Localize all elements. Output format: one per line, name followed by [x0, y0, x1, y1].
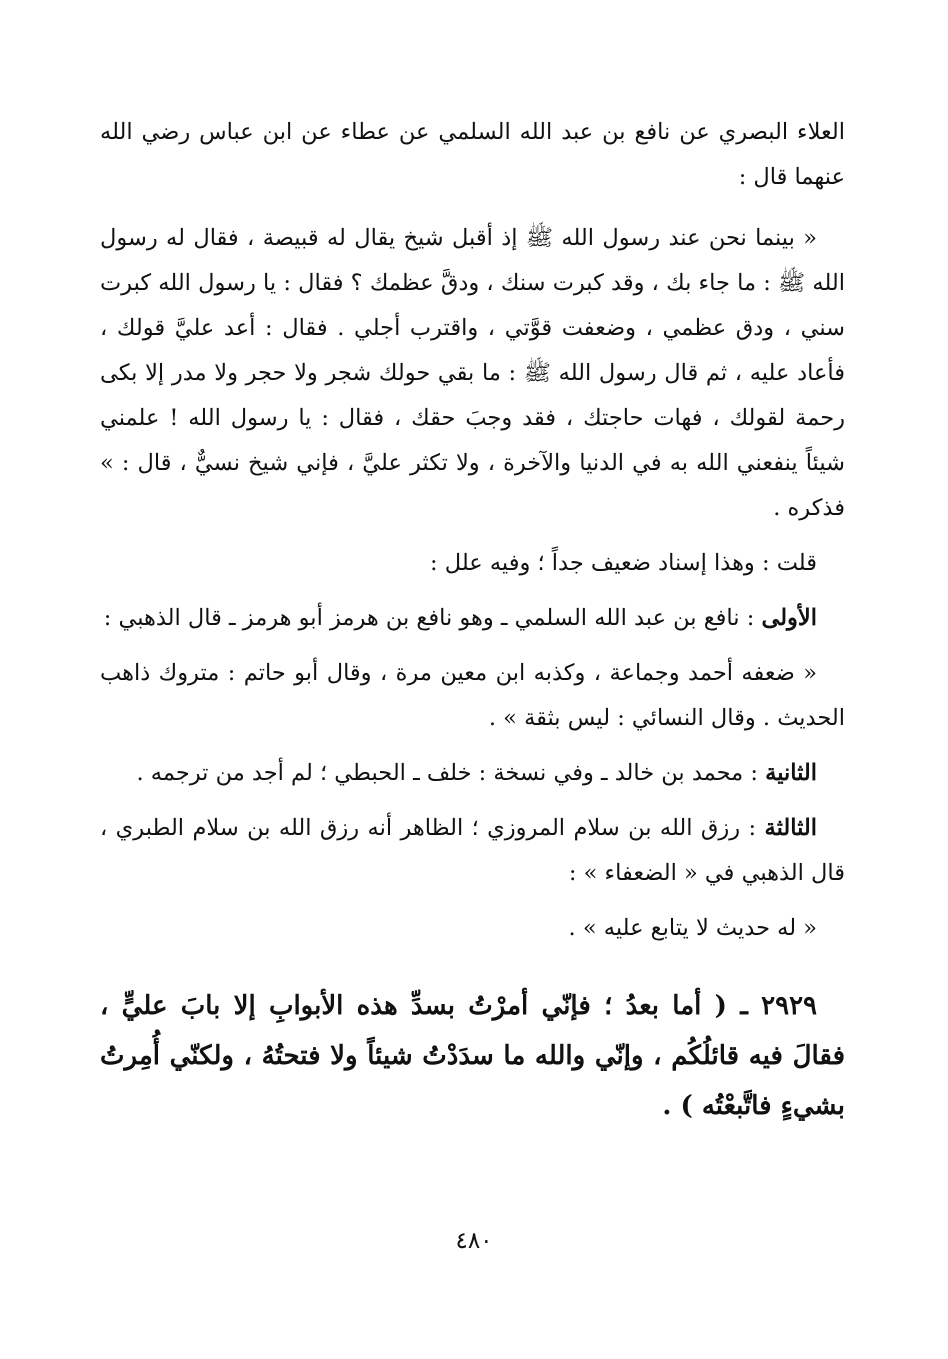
first-defect-paragraph: [100, 596, 845, 641]
verdict-paragraph: قلت : وهذا إسناد ضعيف جداً ؛ وفيه علل :: [430, 550, 817, 576]
quote-main-paragraph: « بينما نحن عند رسول الله ﷺ إذ أقبل شيخ يقال له قبيصة ، فقال له رسول الله ﷺ : ما جاء بك ، وقد كبرت سنك ، ودقَّ عظمك ؟ فقال : يا رسول الله كبرت سني ، ودق عظمي ، وضعفت قوَّتي ، واقترب أجلي . فقال : أعد عليَّ قولك ، فأعاد عليه ، ثم قال رسول الله ﷺ : ما بقي حولك شجر ولا حجر ولا مدر إلا بكى رحمة لقولك ، فهات حاجتك ، فقد وجبَ حقك ، فقال : يا رسول الله ! علمني شيئاً ينفعني الله به في الدنيا والآخرة ، ولا تكثر عليَّ ، فإني شيخ نسيٌّ ، قال : » فذكره .: [100, 225, 845, 521]
first-defect-text: : نافع بن عبد الله السلمي ـ وهو نافع بن هرمز أبو هرمز ـ قال الذهبي :: [103, 605, 762, 631]
hadith-text: ـ ( أما بعدُ ؛ فإنّي أمرْتُ بسدِّ هذه الأبوابِ إلا بابَ عليٍّ ، فقالَ فيه قائلُكُم ، وإنّي والله ما سدَدْتُ شيئاً ولا فتحتُهُ ، ولكنّي أُمِرتُ بشيءٍ فاتَّبعْتُه ) .: [100, 991, 845, 1121]
intro-paragraph: العلاء البصري عن نافع بن عبد الله السلمي عن عطاء عن ابن عباس رضي الله عنهما قال :: [100, 119, 845, 190]
third-defect-paragraph: [100, 806, 845, 896]
page-body: [100, 110, 845, 1131]
second-defect-paragraph: [100, 751, 845, 796]
third-defect-text: : رزق الله بن سلام المروزي ؛ الظاهر أنه رزق الله بن سلام الطبري ، قال الذهبي في « الضعفاء » :: [100, 815, 845, 886]
second-defect-text: : محمد بن خالد ـ وفي نسخة : خلف ـ الحبطي ؛ لم أجد من ترجمه .: [136, 760, 766, 786]
third-defect-quote: « له حديث لا يتابع عليه » .: [568, 915, 817, 941]
hadith-number: ٢٩٢٩: [761, 991, 817, 1021]
page-number: ٤٨٠: [455, 1228, 493, 1254]
first-defect-quote: « ضعفه أحمد وجماعة ، وكذبه ابن معين مرة ، وقال أبو حاتم : متروك ذاهب الحديث . وقال النسائي : ليس بثقة » .: [100, 660, 845, 731]
third-defect-label: الثالثة: [764, 815, 817, 841]
second-defect-label: الثانية: [765, 760, 817, 786]
hadith-paragraph: [100, 981, 845, 1131]
first-defect-label: الأولى: [761, 605, 817, 631]
